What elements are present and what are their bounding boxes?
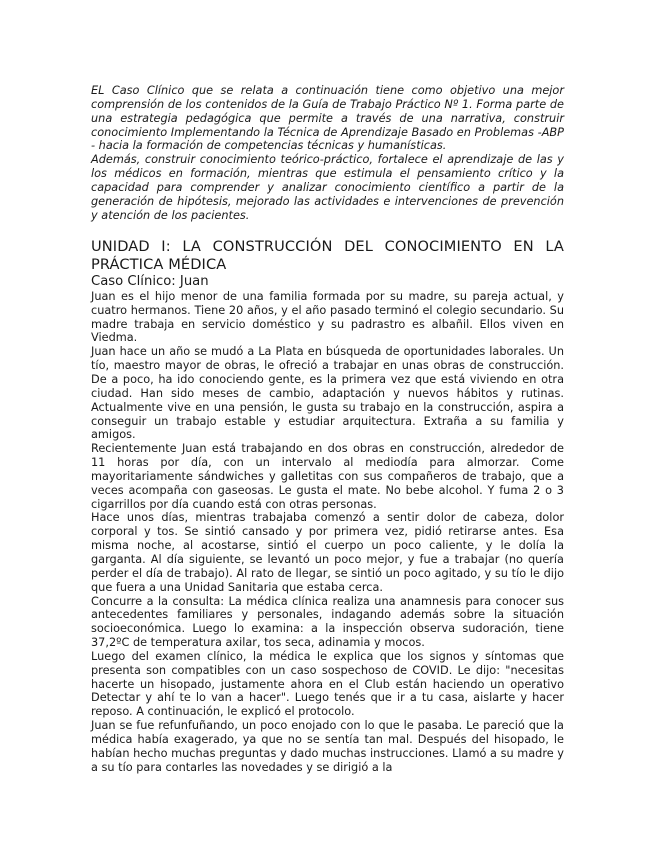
intro-paragraph: Además, construir conocimiento teórico-práctico, fortalece el aprendizaje de las y los médicos en formación, mientras que estimula el pensamiento crítico y la capacidad para comprender y analizar conocimiento científico a partir de la generación de hipótesis, mejorado las actividades e intervenciones de prevención y atención de los pacientes. — [91, 153, 564, 222]
case-title: Caso Clínico: Juan — [91, 274, 209, 290]
case-paragraph: Concurre a la consulta: La médica clínica realiza una anamnesis para conocer sus antecedentes familiares y personales, indagando además sobre la situación socioeconómica. Luego lo examina: a la inspección observa sudoración, tiene 37,2ºC de temperatura axilar, tos seca, adinamia y mocos. — [91, 594, 564, 650]
intro-paragraph: EL Caso Clínico que se relata a continuación tiene como objetivo una mejor comprensión de los contenidos de la Guía de Trabajo Práctico Nº 1. Forma parte de una estrategia pedagógica que permite a través de una narrativa, construir conocimiento Implementando la Técnica de Aprendizaje Basado en Problemas -ABP - hacia la formación de competencias técnicas y humanísticas. — [91, 84, 564, 153]
case-paragraph: Hace unos días, mientras trabajaba comenzó a sentir dolor de cabeza, dolor corporal y tos. Se sintió cansado y por primera vez, pidió retirarse antes. Esa misma noche, al acostarse, sintió el cuerpo un poco caliente, y le dolía la garganta. Al día siguiente, se levantó un poco mejor, y fue a trabajar (no quería perder el día de trabajo). Al rato de llegar, se sintió un poco agitado, y su tío le dijo que fuera a una Unidad Sanitaria que estaba cerca. — [91, 511, 564, 594]
case-paragraph: Juan hace un año se mudó a La Plata en búsqueda de oportunidades laborales. Un tío, maestro mayor de obras, le ofreció a trabajar en unas obras de construcción. De a poco, ha ido conociendo gente, es la primera vez que está viviendo en otra ciudad. Han sido meses de cambio, adaptación y nuevos hábitos y rutinas. Actualmente vive en una pensión, le gusta su trabajo en la construcción, aspira a conseguir un trabajo estable y estudiar arquitectura. Extraña a su familia y amigos. — [91, 345, 564, 442]
intro-section — [91, 84, 564, 222]
case-body — [91, 290, 564, 775]
case-paragraph: Juan es el hijo menor de una familia formada por su madre, su pareja actual, y cuatro hermanos. Tiene 20 años, y el año pasado terminó el colegio secundario. Su madre trabaja en servicio doméstico y su padrastro es albañil. Ellos viven en Viedma. — [91, 289, 564, 345]
case-paragraph: Recientemente Juan está trabajando en dos obras en construcción, alrededor de 11 horas por día, con un intervalo al mediodía para almorzar. Come mayoritariamente sándwiches y galletitas con sus compañeros de trabajo, que a veces acompaña con gaseosas. Le gusta el mate. No bebe alcohol. Y fuma 2 o 3 cigarrillos por día cuando está con otras personas. — [91, 442, 564, 511]
document-page — [91, 84, 564, 774]
case-paragraph: Luego del examen clínico, la médica le explica que los signos y síntomas que presenta son compatibles con un caso sospechoso de COVID. Le dijo: "necesitas hacerte un hisopado, justamente ahora en el Club están haciendo un operativo Detectar y ahí te lo van a hacer". Luego tenés que ir a tu casa, aislarte y hacer reposo. A continuación, le explicó el protocolo. — [91, 649, 564, 719]
unit-title: UNIDAD I: LA CONSTRUCCIÓN DEL CONOCIMIENTO EN LA PRÁCTICA MÉDICA — [91, 238, 564, 273]
case-paragraph: Juan se fue refunfuñando, un poco enojado con lo que le pasaba. Le pareció que la médica había exagerado, ya que no se sentía tan mal. Después del hisopado, le habían hecho muchas preguntas y dado muchas instrucciones. Llamó a su madre y a su tío para contarles las novedades y se dirigió a la — [91, 719, 564, 774]
